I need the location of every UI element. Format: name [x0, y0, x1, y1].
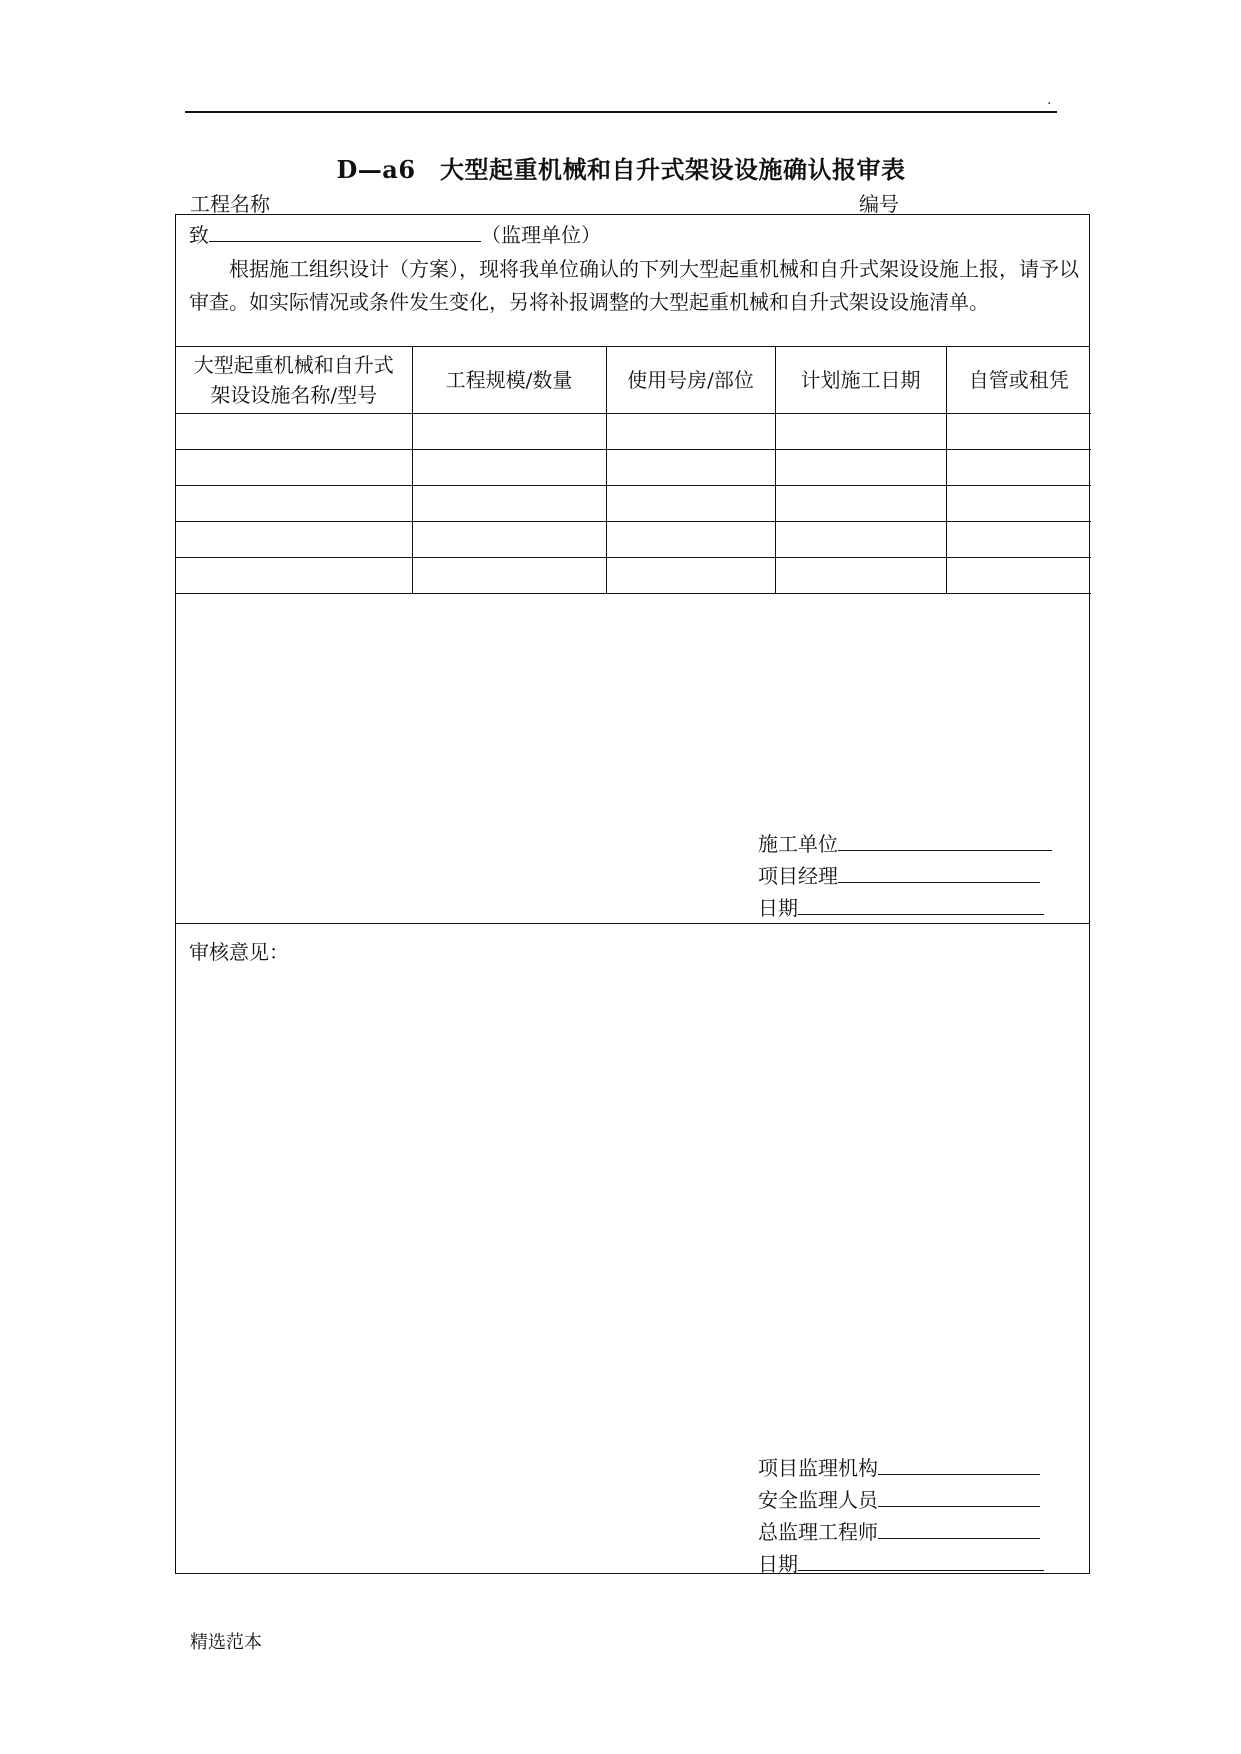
table-cell[interactable]	[946, 522, 1091, 558]
serial-number-label: 编号	[859, 192, 899, 216]
table-cell[interactable]	[176, 522, 412, 558]
supervision-unit-field[interactable]	[209, 221, 481, 242]
report-form	[175, 214, 1090, 1574]
table-cell[interactable]	[946, 450, 1091, 486]
review-date-line	[758, 1548, 1044, 1577]
col-header-name-model: 大型起重机械和自升式架设设施名称/型号	[176, 347, 412, 414]
table-cell[interactable]	[412, 558, 606, 594]
contractor-unit-label: 施工单位	[758, 832, 838, 856]
table-row	[176, 450, 1091, 486]
table-cell[interactable]	[606, 450, 775, 486]
chief-supervisor-field[interactable]	[878, 1516, 1040, 1539]
table-cell[interactable]	[412, 414, 606, 450]
table-row	[176, 522, 1091, 558]
supervision-agency-field[interactable]	[878, 1452, 1040, 1475]
table-cell[interactable]	[412, 522, 606, 558]
project-manager-label: 项目经理	[758, 864, 838, 888]
table-cell[interactable]	[946, 486, 1091, 522]
safety-supervisor-field[interactable]	[878, 1484, 1040, 1507]
table-cell[interactable]	[412, 486, 606, 522]
safety-supervisor-line	[758, 1484, 1040, 1513]
table-cell[interactable]	[775, 522, 946, 558]
contractor-sign-section	[176, 598, 1089, 924]
col-header-location: 使用号房/部位	[606, 347, 775, 414]
table-cell[interactable]	[606, 414, 775, 450]
supervision-agency-line	[758, 1452, 1040, 1481]
col-header-planned-date: 计划施工日期	[775, 347, 946, 414]
project-manager-field[interactable]	[838, 860, 1040, 883]
header-mark: .	[1047, 92, 1052, 108]
table-header-row	[176, 347, 1091, 414]
table-cell[interactable]	[606, 522, 775, 558]
to-label: 致	[189, 223, 209, 247]
table-cell[interactable]	[176, 450, 412, 486]
review-section	[176, 924, 1089, 1574]
table-cell[interactable]	[176, 414, 412, 450]
contractor-unit-line	[758, 828, 1052, 857]
table-cell[interactable]	[412, 450, 606, 486]
table-cell[interactable]	[775, 486, 946, 522]
header-rule	[185, 111, 1057, 113]
table-cell[interactable]	[775, 558, 946, 594]
safety-supervisor-label: 安全监理人员	[758, 1488, 878, 1512]
addressee-line	[189, 221, 601, 249]
table-cell[interactable]	[946, 558, 1091, 594]
intro-paragraph: 根据施工组织设计（方案），现将我单位确认的下列大型起重机械和自升式架设设施上报，请予以审查。如实际情况或条件发生变化，另将补报调整的大型起重机械和自升式架设设施清单。	[189, 257, 1079, 314]
table-cell[interactable]	[176, 486, 412, 522]
contractor-date-line	[758, 892, 1044, 921]
table-row	[176, 558, 1091, 594]
review-date-field[interactable]	[798, 1548, 1044, 1571]
table-cell[interactable]	[606, 486, 775, 522]
chief-supervisor-line	[758, 1516, 1040, 1545]
review-date-label: 日期	[758, 1552, 798, 1576]
project-name-label: 工程名称	[190, 192, 270, 216]
chief-supervisor-label: 总监理工程师	[758, 1520, 878, 1544]
document-title: D—a6 大型起重机械和自升式架设设施确认报审表	[336, 155, 906, 184]
supervision-agency-label: 项目监理机构	[758, 1456, 878, 1480]
table-row	[176, 414, 1091, 450]
table-cell[interactable]	[946, 414, 1091, 450]
col-header-scale-quantity: 工程规模/数量	[412, 347, 606, 414]
col-header-ownership: 自管或租凭	[946, 347, 1091, 414]
equipment-table	[176, 347, 1091, 594]
table-row	[176, 486, 1091, 522]
contractor-date-label: 日期	[758, 896, 798, 920]
review-opinion-label: 审核意见：	[189, 940, 289, 964]
contractor-date-field[interactable]	[798, 892, 1044, 915]
contractor-unit-field[interactable]	[838, 828, 1052, 851]
table-cell[interactable]	[775, 414, 946, 450]
footer-note: 精选范本	[190, 1632, 262, 1653]
supervision-unit-suffix: （监理单位）	[481, 223, 601, 247]
intro-section	[176, 215, 1089, 347]
table-cell[interactable]	[606, 558, 775, 594]
project-manager-line	[758, 860, 1040, 889]
table-cell[interactable]	[176, 558, 412, 594]
table-cell[interactable]	[775, 450, 946, 486]
